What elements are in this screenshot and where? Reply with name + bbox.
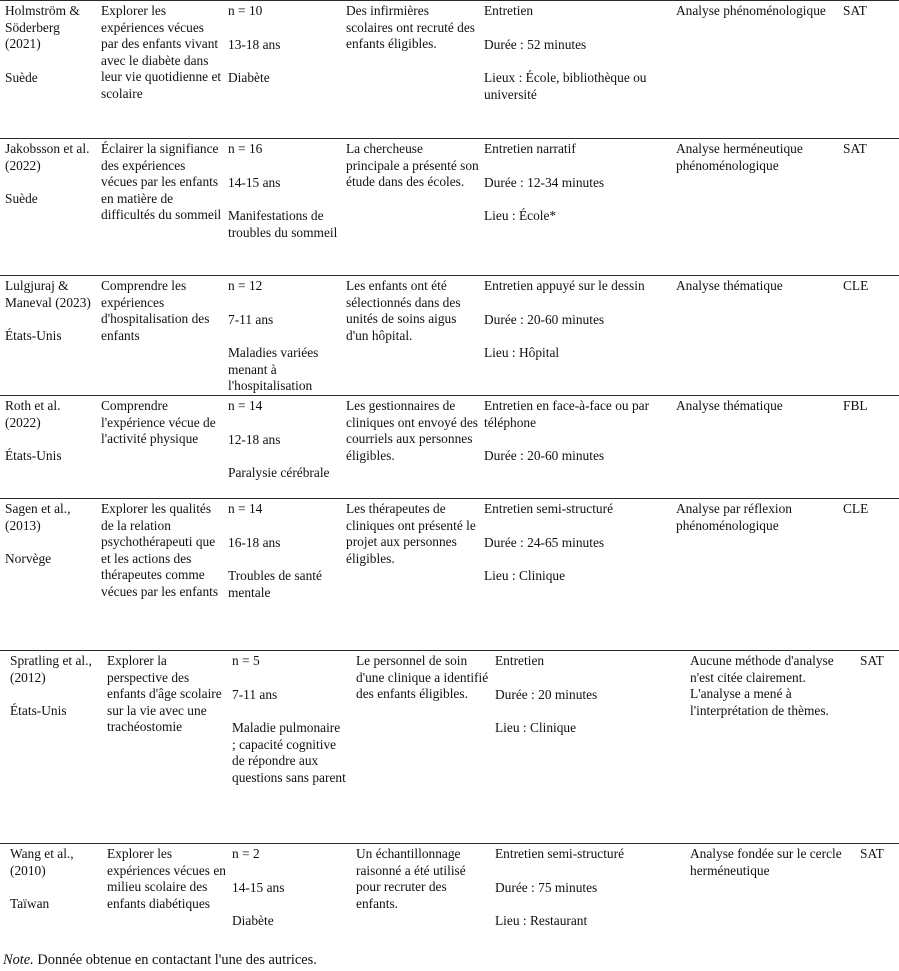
cell-paragraph: SAT (843, 141, 867, 156)
sample-cell (228, 396, 343, 482)
collection-cell (495, 844, 680, 930)
table-row (0, 650, 899, 844)
cell-paragraph: Roth et al. (2022) (5, 398, 61, 430)
analysis-cell (676, 499, 836, 534)
study-cell (5, 1, 95, 86)
cell-paragraph: Entretien (484, 3, 534, 18)
study-cell (5, 139, 95, 208)
sample-cell (228, 276, 343, 395)
cell-paragraph: Diabète (232, 913, 274, 929)
analysis-cell (676, 396, 836, 415)
cell-paragraph: 14-15 ans (232, 879, 285, 895)
analysis-cell (676, 1, 836, 20)
collection-cell (484, 1, 669, 103)
cell-paragraph: n = 10 (228, 3, 263, 18)
recruitment-cell (356, 844, 489, 912)
cell-paragraph: Taïwan (10, 896, 50, 912)
cell-paragraph: Durée : 24-65 minutes (484, 534, 605, 550)
study-cell (10, 651, 102, 720)
cell-paragraph: Sagen et al., (2013) (5, 501, 71, 533)
cell-paragraph: Explorer la perspective des enfants d'âge scolaire sur la vie avec une trachéostomie (107, 653, 222, 735)
cell-paragraph: 12-18 ans (228, 431, 281, 447)
analysis-cell (690, 651, 850, 719)
cell-paragraph: n = 5 (232, 653, 260, 668)
study-cell (5, 276, 95, 345)
cell-paragraph: États-Unis (5, 328, 62, 344)
cell-paragraph: n = 16 (228, 141, 263, 156)
cell-paragraph: Le personnel de soin d'une clinique a identifié des enfants éligibles. (356, 653, 489, 702)
cell-paragraph: Paralysie cérébrale (228, 465, 330, 481)
table-note (3, 951, 317, 969)
sample-cell (232, 844, 347, 930)
cell-paragraph: Maladie pulmonaire ; capacité cognitive de répondre aux questions sans parent (232, 720, 346, 785)
appraisal-cell (860, 651, 898, 670)
study-cell (10, 844, 102, 913)
appraisal-cell (860, 844, 898, 863)
cell-paragraph: Analyse phénoménologique (676, 3, 826, 18)
cell-paragraph: SAT (843, 3, 867, 18)
cell-paragraph: Entretien appuyé sur le dessin (484, 278, 645, 293)
study-cell (5, 396, 95, 465)
table-row (0, 275, 899, 396)
cell-paragraph: Analyse fondée sur le cercle herméneutique (690, 846, 842, 878)
collection-cell (484, 396, 669, 465)
cell-paragraph: SAT (860, 846, 884, 861)
objective-cell (101, 1, 223, 103)
cell-paragraph: 7-11 ans (232, 686, 278, 702)
sample-cell (228, 139, 343, 241)
analysis-cell (676, 276, 836, 295)
objective-cell (101, 139, 223, 224)
recruitment-cell (346, 396, 479, 464)
cell-paragraph: Comprendre l'expérience vécue de l'activité physique (101, 398, 216, 447)
collection-cell (484, 139, 669, 225)
table-row (0, 138, 899, 276)
cell-paragraph: Aucune méthode d'analyse n'est citée clairement. L'analyse a mené à l'interprétation de thèmes. (690, 653, 834, 718)
appraisal-cell (843, 139, 893, 158)
objective-cell (107, 844, 227, 912)
cell-paragraph: FBL (843, 398, 868, 413)
cell-paragraph: n = 12 (228, 278, 263, 293)
cell-paragraph: Entretien (495, 653, 545, 668)
objective-cell (101, 276, 223, 344)
note-label: Note. (3, 952, 34, 968)
cell-paragraph: 13-18 ans (228, 36, 281, 52)
cell-paragraph: La chercheuse principale a présenté son étude dans des écoles. (346, 141, 479, 190)
cell-paragraph: Lieux : École, bibliothèque ou université (484, 70, 647, 102)
objective-cell (101, 396, 223, 448)
cell-paragraph: Lieu : Clinique (484, 568, 566, 584)
recruitment-cell (346, 1, 479, 53)
cell-paragraph: Explorer les expériences vécues en milieu scolaire des enfants diabétiques (107, 846, 226, 911)
cell-paragraph: 7-11 ans (228, 311, 274, 327)
sample-cell (228, 1, 343, 87)
cell-paragraph: Holmström & Söderberg (2021) (5, 3, 80, 52)
cell-paragraph: Lieu : Clinique (495, 720, 577, 736)
cell-paragraph: États-Unis (5, 448, 62, 464)
cell-paragraph: Manifestations de troubles du sommeil (228, 208, 338, 240)
cell-paragraph: Suède (5, 69, 38, 85)
cell-paragraph: 14-15 ans (228, 174, 281, 190)
cell-paragraph: Spratling et al., (2012) (10, 653, 92, 685)
cell-paragraph: Les enfants ont été sélectionnés dans des unités de soins aigus d'un hôpital. (346, 278, 461, 343)
appraisal-cell (843, 1, 893, 20)
cell-paragraph: Maladies variées menant à l'hospitalisation (228, 345, 319, 394)
cell-paragraph: Des infirmières scolaires ont recruté des enfants éligibles. (346, 3, 476, 52)
objective-cell (107, 651, 227, 736)
cell-paragraph: Lieu : École* (484, 208, 557, 224)
cell-paragraph: CLE (843, 278, 869, 293)
recruitment-cell (356, 651, 489, 703)
cell-paragraph: n = 2 (232, 846, 260, 861)
note-text: Donnée obtenue en contactant l'une des autrices. (33, 952, 317, 968)
table-row (0, 395, 899, 499)
cell-paragraph: Entretien semi-structuré (484, 501, 614, 516)
collection-cell (484, 276, 669, 362)
cell-paragraph: Analyse herméneutique phénoménologique (676, 141, 803, 173)
cell-paragraph: Durée : 12-34 minutes (484, 174, 605, 190)
cell-paragraph: Éclairer la signifiance des expériences vécues par les enfants en matière de difficultés du sommeil (101, 141, 222, 223)
cell-paragraph: Durée : 52 minutes (484, 36, 587, 52)
cell-paragraph: Comprendre les expériences d'hospitalisation des enfants (101, 278, 210, 343)
cell-paragraph: Troubles de santé mentale (228, 568, 322, 600)
cell-paragraph: Analyse thématique (676, 398, 783, 413)
table-row (0, 843, 899, 950)
table-row (0, 498, 899, 651)
cell-paragraph: Wang et al., (2010) (10, 846, 74, 878)
collection-cell (484, 499, 669, 585)
cell-paragraph: Lulgjuraj & Maneval (2023) (5, 278, 91, 310)
sample-cell (232, 651, 347, 787)
cell-paragraph: Analyse par réflexion phénoménologique (676, 501, 793, 533)
cell-paragraph: Jakobsson et al. (2022) (5, 141, 90, 173)
cell-paragraph: Explorer les expériences vécues par des enfants vivant avec le diabète dans leur vie quotidienne et scolaire (101, 3, 222, 101)
cell-paragraph: Durée : 20-60 minutes (484, 311, 605, 327)
recruitment-cell (346, 276, 479, 344)
cell-paragraph: n = 14 (228, 398, 263, 413)
cell-paragraph: Durée : 20-60 minutes (484, 448, 605, 464)
sample-cell (228, 499, 343, 601)
cell-paragraph: CLE (843, 501, 869, 516)
cell-paragraph: Les gestionnaires de cliniques ont envoyé des courriels aux personnes éligibles. (346, 398, 479, 463)
cell-paragraph: Explorer les qualités de la relation psychothérapeuti que et les actions des thérapeutes comme vécues par les enfants (101, 501, 219, 599)
appraisal-cell (843, 499, 893, 518)
cell-paragraph: États-Unis (10, 703, 67, 719)
analysis-cell (676, 139, 836, 174)
cell-paragraph: Un échantillonnage raisonné a été utilisé pour recruter des enfants. (356, 846, 466, 911)
study-cell (5, 499, 95, 568)
objective-cell (101, 499, 223, 601)
cell-paragraph: Suède (5, 191, 38, 207)
cell-paragraph: Norvège (5, 551, 52, 567)
cell-paragraph: Durée : 75 minutes (495, 879, 598, 895)
cell-paragraph: SAT (860, 653, 884, 668)
appraisal-cell (843, 396, 893, 415)
cell-paragraph: Entretien en face-à-face ou par téléphone (484, 398, 650, 430)
cell-paragraph: Diabète (228, 70, 270, 86)
cell-paragraph: Entretien narratif (484, 141, 576, 156)
cell-paragraph: n = 14 (228, 501, 263, 516)
recruitment-cell (346, 499, 479, 567)
table-row (0, 0, 899, 139)
cell-paragraph: Les thérapeutes de cliniques ont présenté le projet aux personnes éligibles. (346, 501, 476, 566)
cell-paragraph: Durée : 20 minutes (495, 686, 598, 702)
recruitment-cell (346, 139, 479, 191)
analysis-cell (690, 844, 850, 879)
cell-paragraph: Lieu : Restaurant (495, 913, 588, 929)
collection-cell (495, 651, 680, 737)
cell-paragraph: 16-18 ans (228, 534, 281, 550)
cell-paragraph: Lieu : Hôpital (484, 345, 560, 361)
cell-paragraph: Analyse thématique (676, 278, 783, 293)
cell-paragraph: Entretien semi-structuré (495, 846, 625, 861)
appraisal-cell (843, 276, 893, 295)
